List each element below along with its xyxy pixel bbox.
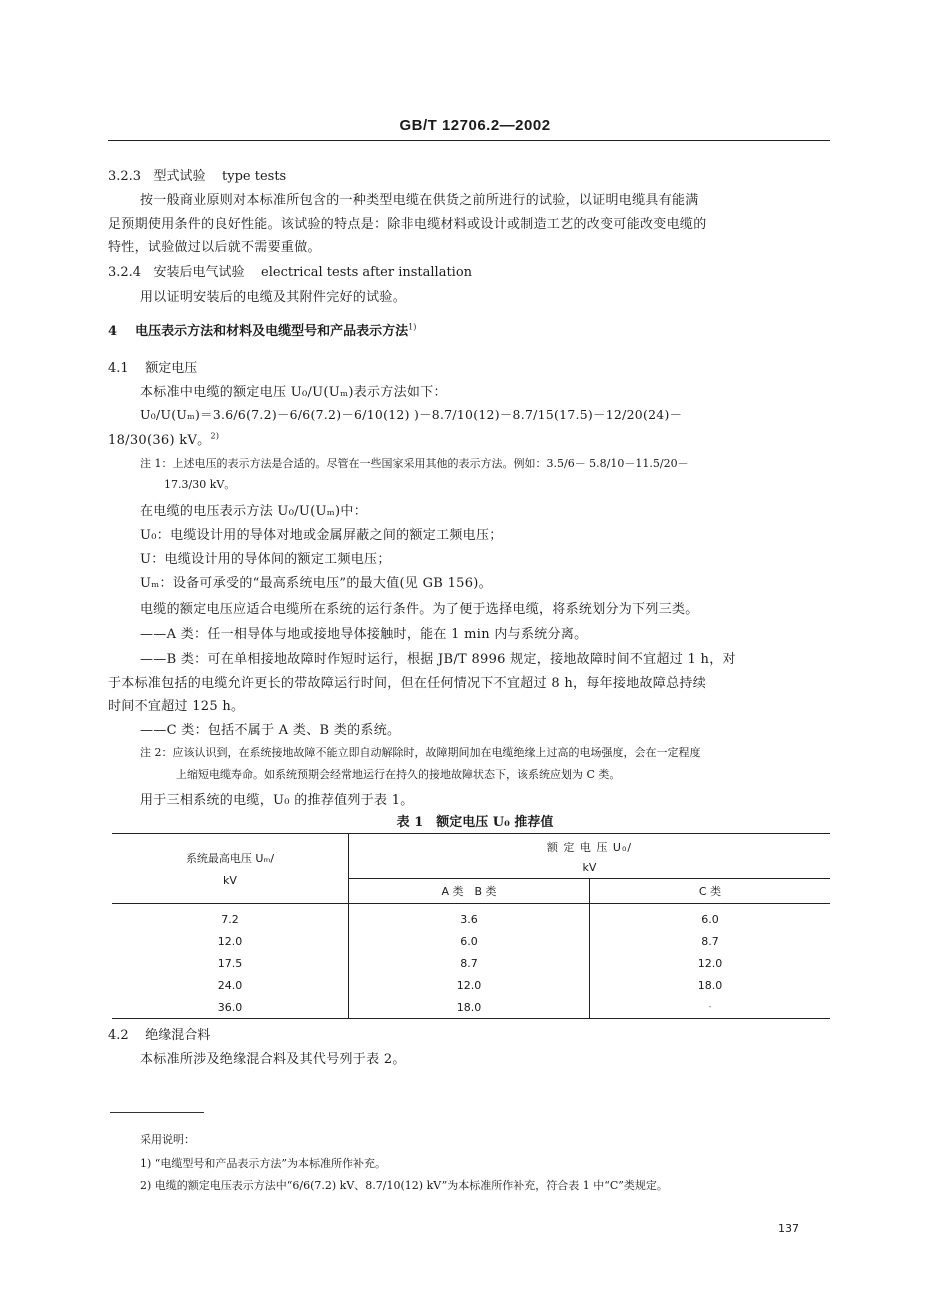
table-cell: 24.0: [112, 974, 349, 996]
section-number: 4.1: [108, 361, 129, 376]
table-subheader-ab: A 类 B 类: [349, 879, 590, 904]
paragraph-line: 特性，试验做过以后就不需要重做。: [108, 240, 321, 255]
formula-line: [108, 429, 219, 448]
section-title-en: type tests: [222, 169, 287, 184]
table-row: [112, 996, 830, 1019]
section-4-heading: [108, 320, 416, 339]
table-cell: 18.0: [697, 978, 723, 992]
header-unit: kV: [582, 860, 597, 874]
paragraph-line: 用以证明安装后的电缆及其附件完好的试验。: [140, 290, 407, 305]
table-subheader-c: C 类: [590, 879, 831, 904]
definition-u0: U₀：电缆设计用的导体对地或金属屏蔽之间的额定工频电压；: [140, 528, 503, 543]
paragraph-line: 电缆的额定电压应适合电缆所在系统的运行条件。为了便于选择电缆，将系统划分为下列三类。: [140, 602, 699, 617]
paragraph-line: 足预期使用条件的良好性能。该试验的特点是：除非电缆材料或设计或制造工艺的改变可能改变电缆的: [108, 217, 707, 232]
table-row: [112, 952, 830, 974]
section-title-cn: 型式试验: [153, 169, 206, 184]
header-text: 系统最高电压 Uₘ/: [185, 852, 275, 865]
note-1-line: 17.3/30 kV。: [164, 478, 236, 491]
table-cell: 8.7: [701, 934, 719, 948]
paragraph-line: 按一般商业原则对本标准所包含的一种类型电缆在供货之前所进行的试验，以证明电缆具有能满: [140, 193, 699, 208]
table-row: [112, 904, 830, 931]
table-cell: 12.0: [349, 974, 590, 996]
section-number: 4.2: [108, 1028, 129, 1043]
paragraph-line: 本标准中电缆的额定电压 U₀/U(Uₘ)表示方法如下：: [140, 385, 447, 400]
rated-voltage-table: [112, 833, 830, 1019]
table-cell: 17.5: [112, 952, 349, 974]
table-row: [112, 930, 830, 952]
footnote-ref: 1): [408, 322, 417, 332]
section-number: 4: [108, 324, 118, 339]
table-cell: 6.0: [701, 912, 719, 926]
category-a: ——A 类：任一相导体与地或接地导体接触时，能在 1 min 内与系统分离。: [140, 627, 588, 642]
formula-line: U₀/U(Uₘ)＝3.6/6(7.2)－6/6(7.2)－6/10(12) )－8.7/10(12)－8.7/15(17.5)－12/20(24)－: [140, 407, 683, 422]
page-number: 137: [778, 1222, 799, 1235]
footnote-heading: 采用说明：: [140, 1133, 195, 1146]
footnote-ref: 2): [210, 431, 220, 441]
paragraph-line: 本标准所涉及绝缘混合料及其代号列于表 2。: [140, 1052, 406, 1067]
table-header-um: [112, 834, 349, 904]
section-number: 3.2.4: [108, 265, 142, 280]
footnote-2: 2) 电缆的额定电压表示方法中“6/6(7.2) kV、8.7/10(12) kV”为本标准所作补充，符合表 1 中“C”类规定。: [140, 1179, 668, 1192]
category-b-line: 于本标准包括的电缆允许更长的带故障运行时间，但在任何情况下不宜超过 8 h，每年接地故障总持续: [108, 676, 707, 691]
section-4-2-heading: [108, 1024, 210, 1043]
table-cell: 3.6: [349, 904, 590, 931]
section-title-cn: 安装后电气试验: [153, 265, 245, 280]
header-unit: kV: [223, 874, 237, 887]
table-cell: 8.7: [349, 952, 590, 974]
footnote-rule: [110, 1112, 204, 1113]
section-title-en: electrical tests after installation: [261, 265, 473, 280]
section-title: 电压表示方法和材料及电缆型号和产品表示方法: [135, 324, 409, 339]
header-text: 额 定 电 压 U₀/: [546, 840, 633, 854]
section-title: 额定电压: [145, 361, 198, 376]
section-3-2-4-heading: [108, 261, 472, 280]
section-number: 3.2.3: [108, 169, 142, 184]
table-header-u0-group: [349, 834, 831, 879]
table-cell: 36.0: [112, 996, 349, 1019]
paragraph-line: 在电缆的电压表示方法 U₀/U(Uₘ)中：: [140, 504, 368, 519]
note-1-line: 注 1：上述电压的表示方法是合适的。尽管在一些国家采用其他的表示方法。例如：3.5/6－ 5.8/10－11.5/20－: [140, 457, 689, 470]
table-cell: 12.0: [697, 956, 723, 970]
table-cell: 7.2: [112, 904, 349, 931]
footnote-1: 1) “电缆型号和产品表示方法”为本标准所作补充。: [140, 1157, 387, 1170]
table-cell: 12.0: [112, 930, 349, 952]
formula-continuation: 18/30(36) kV。: [108, 433, 211, 448]
paragraph-line: 用于三相系统的电缆，U₀ 的推荐值列于表 1。: [140, 793, 414, 808]
header-rule: [108, 140, 830, 141]
section-title: 绝缘混合料: [145, 1028, 211, 1043]
note-2-line: 注 2：应该认识到，在系统接地故障不能立即自动解除时，故障期间加在电缆绝缘上过高的电场强度，会在一定程度: [140, 746, 701, 759]
section-4-1-heading: [108, 357, 197, 376]
table-cell: 18.0: [349, 996, 590, 1019]
table-cell: 6.0: [349, 930, 590, 952]
table-row: [112, 974, 830, 996]
category-c: ——C 类：包括不属于 A 类、B 类的系统。: [140, 723, 401, 738]
category-b-line: 时间不宜超过 125 h。: [108, 699, 245, 714]
table-caption: 表 1 额定电压 U₀ 推荐值: [396, 815, 554, 830]
definition-u: U：电缆设计用的导体间的额定工频电压；: [140, 552, 391, 567]
standard-number-header: GB/T 12706.2—2002: [399, 117, 551, 134]
category-b-line: ——B 类：可在单相接地故障时作短时运行，根据 JB/T 8996 规定，接地故障时间不宜超过 1 h，对: [140, 652, 736, 667]
table-cell: -: [590, 996, 831, 1019]
definition-um: Uₘ：设备可承受的“最高系统电压”的最大值(见 GB 156)。: [140, 576, 492, 591]
note-2-line: 上缩短电缆寿命。如系统预期会经常地运行在持久的接地故障状态下，该系统应划为 C 类。: [176, 768, 621, 781]
section-3-2-3-heading: [108, 165, 286, 184]
